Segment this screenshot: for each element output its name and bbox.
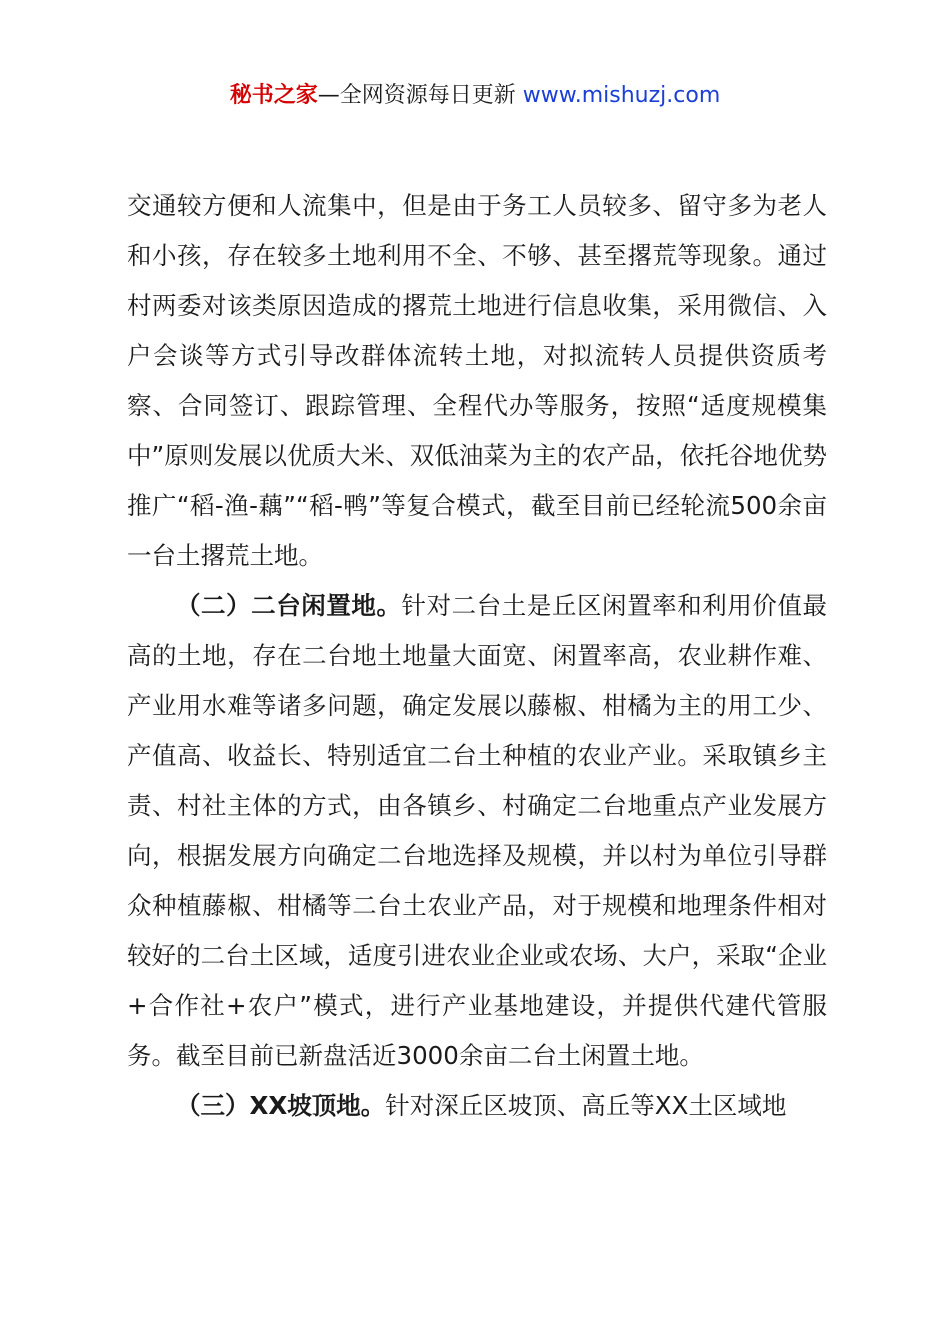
header-url-link[interactable]: www.mishuzj.com	[522, 83, 721, 108]
page-header	[0, 80, 950, 112]
paragraph-section-3	[127, 1081, 827, 1131]
section-heading-3: （三）XX坡顶地。	[176, 1091, 386, 1120]
section-text-3: 针对深丘区坡顶、高丘等XX土区域地	[385, 1091, 787, 1120]
header-tagline: —全网资源每日更新	[317, 83, 516, 108]
paragraph-section-2	[127, 581, 827, 1081]
section-heading-2: （二）二台闲置地。	[176, 591, 402, 620]
paragraph-continuation: 交通较方便和人流集中，但是由于务工人员较多、留守多为老人和小孩，存在较多土地利用不全、不够、甚至撂荒等现象。通过村两委对该类原因造成的撂荒土地进行信息收集，采用微信、入户会谈等方式引导改群体流转土地，对拟流转人员提供资质考察、合同签订、跟踪管理、全程代办等服务，按照“适度规模集中”原则发展以优质大米、双低油菜为主的农产品，依托谷地优势推广“稻-渔-藕”“稻-鸭”等复合模式，截至目前已经轮流500余亩一台土撂荒土地。	[127, 191, 827, 570]
header-brand: 秘书之家	[229, 83, 318, 108]
document-body	[127, 181, 827, 1131]
section-text-2: 针对二台土是丘区闲置率和利用价值最高的土地，存在二台地土地量大面宽、闲置率高，农业耕作难、产业用水难等诸多问题，确定发展以藤椒、柑橘为主的用工少、产值高、收益长、特别适宜二台土种植的农业产业。采取镇乡主责、村社主体的方式，由各镇乡、村确定二台地重点产业发展方向，根据发展方向确定二台地选择及规模，并以村为单位引导群众种植藤椒、柑橘等二台土农业产品，对于规模和地理条件相对较好的二台土区域，适度引进农业企业或农场、大户，采取“企业+合作社+农户”模式，进行产业基地建设，并提供代建代管服务。截至目前已新盘活近3000余亩二台土闲置土地。	[127, 591, 828, 1070]
